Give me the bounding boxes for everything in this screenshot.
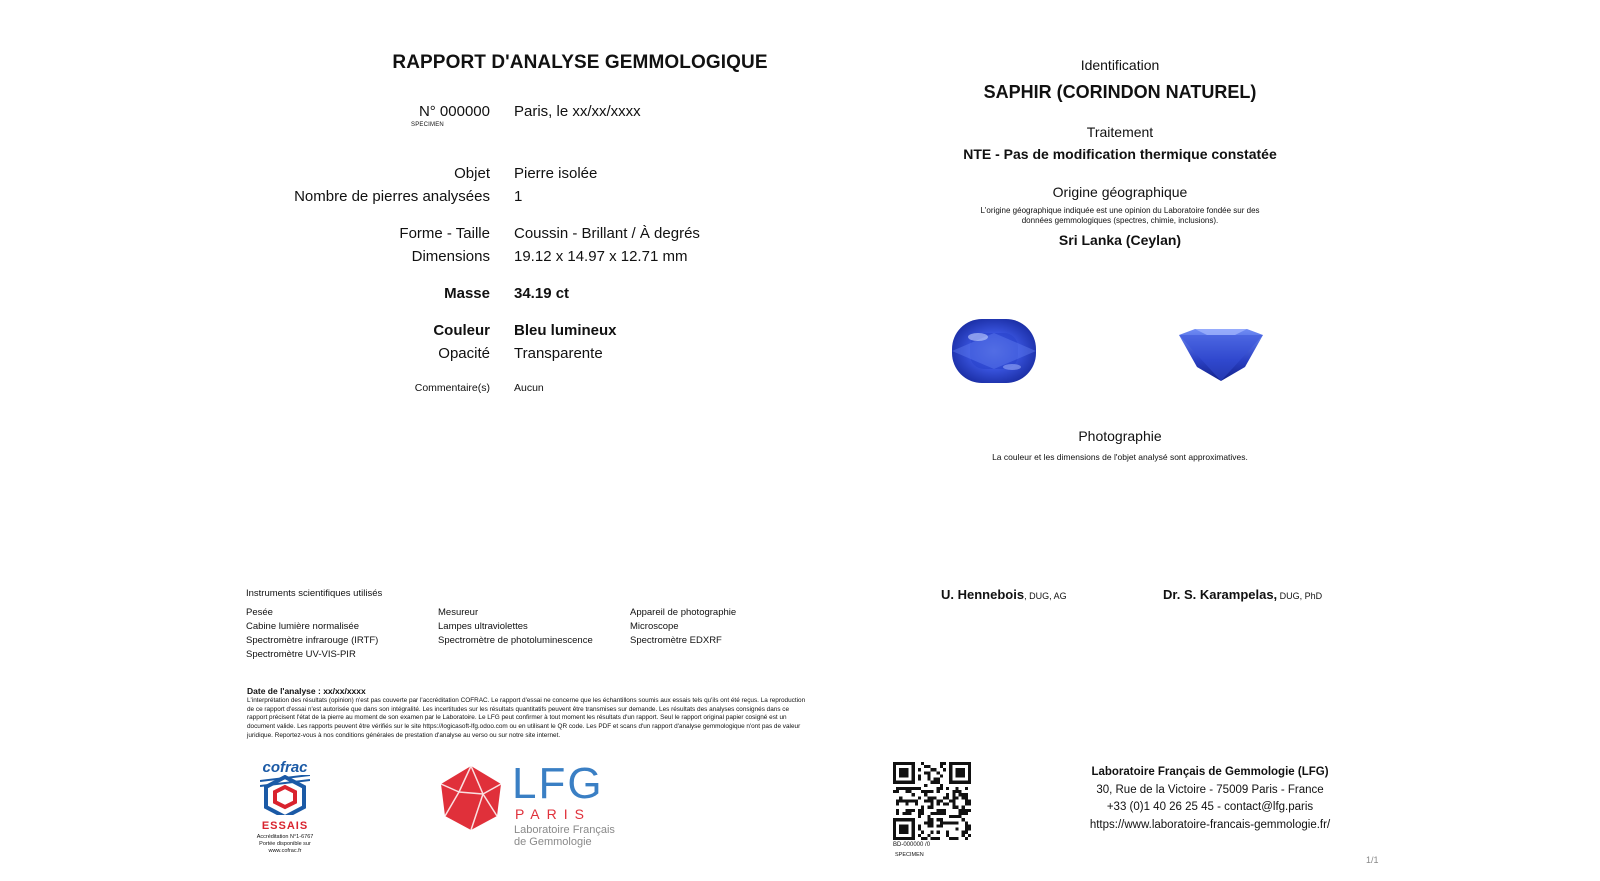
identification-value: SAPHIR (CORINDON NATUREL): [983, 82, 1257, 102]
instrument-item: Pesée: [246, 607, 273, 618]
report-title: RAPPORT D'ANALYSE GEMMOLOGIQUE: [392, 52, 768, 73]
gem-photo-side: [1175, 325, 1267, 385]
nombre-label: Nombre de pierres analysées: [294, 188, 490, 205]
qr-specimen-tag: SPECIMEN: [895, 852, 924, 858]
report-place-date: Paris, le xx/xx/xxxx: [514, 103, 641, 120]
qr-code-icon[interactable]: [893, 762, 971, 840]
signature-suffix: , DUG, AG: [1024, 591, 1067, 601]
disclaimer: L'interprétation des résultats (opinion) n'est pas couverte par l'accréditation COFRAC. Le rapport d'essai ne concerne que les échantillons soumis aux essais tels qu'ils ont été reçus. La reproduction de ce rapport d'essai n'est autorisée que dans son intégralité. Les incertitudes sur les résultats quantitatifs peuvent être transmises sur demande. Les résultats des analyses consignés dans ce rapport précisent l'état de la pierre au moment de son examen par le Laboratoire. Le LFG peut confirmer à tout moment les résultats d'un rapport. Seul le rapport original papier cosigné est un document valide. Les rapports peuvent être vérifiés sur le site https://logicasoft-lfg.odoo.com ou en utilisant le QR code. Les PDF et scans d'un rapport d'analyse gemmologique n'ont pas de valeur juridique. Reportez-vous à nos conditions générales de prestation d'analyse au verso ou sur notre site internet.: [247, 697, 806, 739]
origin-note-line-1: L'origine géographique indiquée est une opinion du Laboratoire fondée sur des: [980, 206, 1260, 215]
lab-website[interactable]: https://www.laboratoire-francais-gemmologie.fr/: [1089, 818, 1331, 831]
instrument-item: Spectromètre UV-VIS-PIR: [246, 649, 356, 660]
lfg-subtitle-line-2: de Gemmologie: [514, 836, 592, 848]
instrument-item: Spectromètre de photoluminescence: [438, 635, 593, 646]
cofrac-accreditation-number: Accréditation N°1-6767: [256, 834, 314, 840]
signature-hennebois: [941, 587, 1067, 602]
origin-note-line-2: données gemmologiques (spectres, chimie, inclusions).: [1021, 215, 1219, 225]
cofrac-site: www.cofrac.fr: [268, 848, 302, 854]
origin-value: Sri Lanka (Ceylan): [1058, 232, 1182, 248]
lab-address: 30, Rue de la Victoire - 75009 Paris - France: [1096, 783, 1324, 796]
lfg-city: PARIS: [515, 806, 591, 822]
signature-karampelas: [1163, 587, 1322, 602]
instrument-item: Mesureur: [438, 607, 479, 618]
origin-note: [900, 206, 1340, 225]
signature-name: U. Hennebois: [941, 587, 1025, 602]
dimensions-value: 19.12 x 14.97 x 12.71 mm: [514, 248, 688, 265]
lfg-logo: [437, 760, 637, 860]
instrument-item: Appareil de photographie: [630, 607, 737, 618]
objet-label: Objet: [454, 165, 490, 182]
lfg-gem-icon: [437, 764, 505, 832]
cofrac-hexagon-icon: [260, 775, 310, 815]
treatment-heading: Traitement: [1086, 124, 1154, 140]
report-number: N° 000000: [418, 103, 490, 120]
lab-info: [1020, 764, 1400, 834]
forme-value: Coussin - Brillant / À degrés: [514, 225, 700, 242]
analysis-date: Date de l'analyse : xx/xx/xxxx: [247, 686, 366, 696]
forme-label: Forme - Taille: [399, 225, 490, 242]
identification-heading: Identification: [1080, 57, 1160, 73]
instrument-item: Lampes ultraviolettes: [438, 621, 528, 632]
cofrac-portee: Portée disponible sur: [259, 841, 311, 847]
lab-name: Laboratoire Français de Gemmologie (LFG): [1091, 766, 1329, 778]
instrument-item: Microscope: [630, 621, 679, 632]
instruments-col-1: [246, 606, 378, 662]
origin-heading: Origine géographique: [1052, 184, 1188, 200]
lfg-subtitle: [514, 824, 615, 848]
specimen-tag: SPECIMEN: [411, 122, 444, 128]
instrument-item: Cabine lumière normalisée: [246, 621, 359, 632]
photo-heading: Photographie: [1078, 428, 1162, 444]
couleur-value: Bleu lumineux: [514, 322, 617, 339]
commentaire-label: Commentaire(s): [414, 382, 490, 394]
photo-note: La couleur et les dimensions de l'objet analysé sont approximatives.: [992, 452, 1248, 462]
gem-photo-top: [948, 315, 1040, 387]
couleur-label: Couleur: [433, 322, 490, 339]
instrument-item: Spectromètre infrarouge (IRTF): [246, 635, 379, 646]
opacite-value: Transparente: [514, 345, 603, 362]
nombre-value: 1: [514, 188, 523, 205]
signature-name: Dr. S. Karampelas,: [1163, 587, 1278, 602]
instrument-item: Spectromètre EDXRF: [630, 635, 722, 646]
treatment-value: NTE - Pas de modification thermique constatée: [963, 146, 1277, 162]
opacite-label: Opacité: [438, 345, 490, 362]
objet-value: Pierre isolée: [514, 165, 598, 182]
masse-label: Masse: [444, 285, 490, 302]
instruments-col-3: [630, 606, 736, 648]
page-number: 1/1: [1366, 855, 1379, 865]
signature-suffix: DUG, PhD: [1277, 591, 1323, 601]
cofrac-logo: [250, 760, 320, 855]
instruments-heading: Instruments scientifiques utilisés: [246, 588, 383, 599]
cofrac-accreditation: [250, 834, 320, 855]
cofrac-brand: cofrac: [262, 759, 308, 776]
qr-code-label: BD-000000 /0: [893, 842, 931, 848]
lab-contact[interactable]: +33 (0)1 40 26 25 45 - contact@lfg.paris: [1106, 801, 1314, 813]
commentaire-value: Aucun: [514, 382, 544, 394]
dimensions-label: Dimensions: [411, 248, 490, 265]
instruments-col-2: [438, 606, 593, 648]
lfg-subtitle-line-1: Laboratoire Français: [514, 824, 615, 836]
masse-value: 34.19 ct: [514, 285, 570, 302]
lfg-letters: LFG: [512, 759, 604, 808]
cofrac-essais: ESSAIS: [261, 820, 309, 832]
